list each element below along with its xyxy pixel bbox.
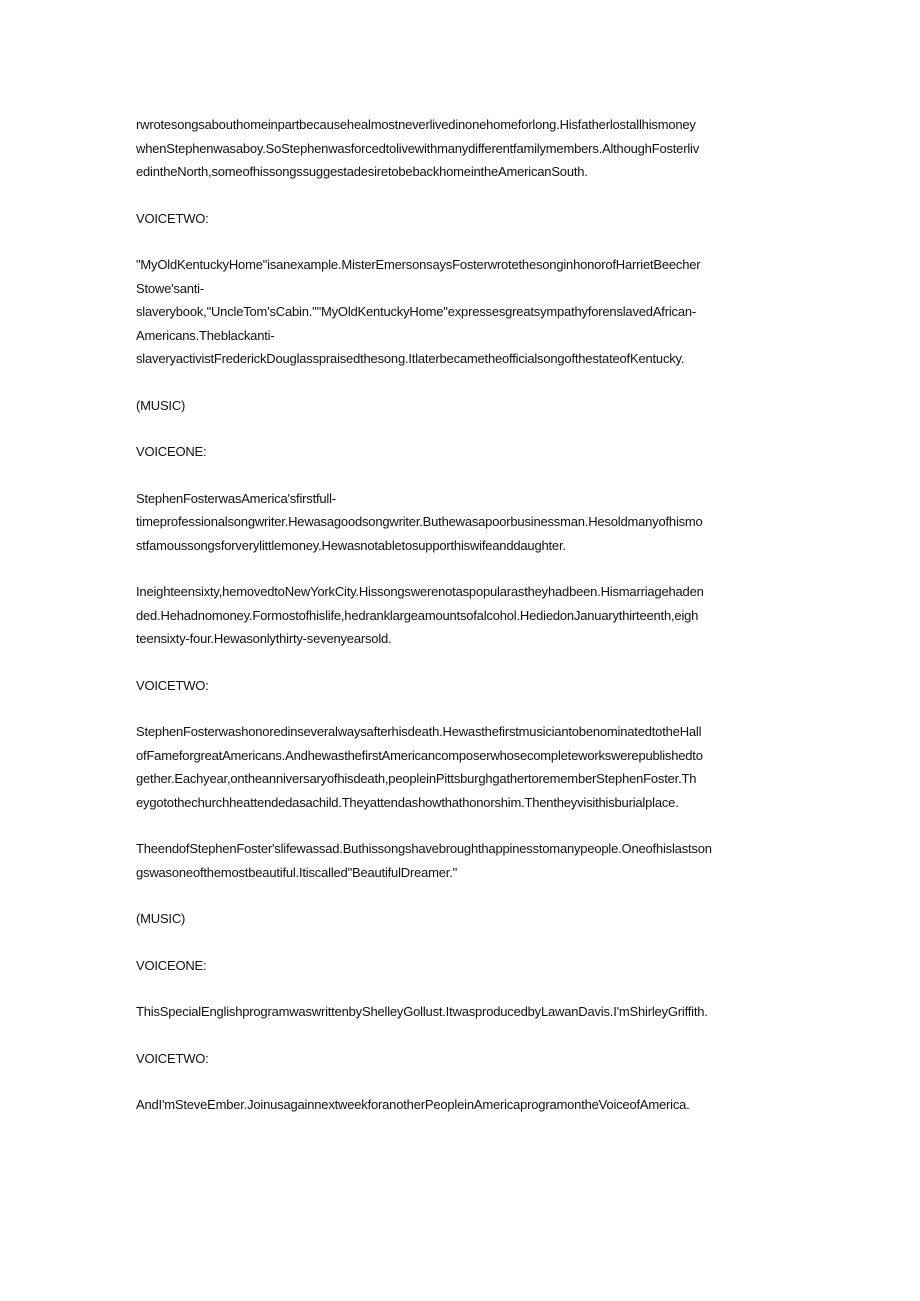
text-line: edintheNorth,someofhissongssuggestadesiretobebackhomeintheAmericanSouth.: [136, 164, 588, 179]
paragraph: [136, 580, 786, 651]
paragraph: [136, 837, 786, 884]
text-line: gswasoneofthemostbeautiful.Itiscalled"BeautifulDreamer.": [136, 864, 458, 880]
speaker-label: [136, 207, 786, 231]
text-line: StephenFosterwashonoredinseveralwaysafterhisdeath.HewasthefirstmusiciantobenominatedtotheHall: [136, 724, 702, 739]
text-line: stfamoussongsforverylittlemoney.Hewasnotabletosupporthiswifeanddaughter.: [136, 537, 566, 553]
paragraph: [136, 113, 786, 184]
text-line: ded.Hehadnomoney.Formostofhislife,hedranklargeamountsofalcohol.HediedonJanuarythirteenth,eigh: [136, 607, 699, 623]
text-line: ThisSpecialEnglishprogramwaswrittenbyShelleyGollust.ItwasproducedbyLawanDavis.I'mShirleyGriffith.: [136, 1004, 708, 1019]
speaker-label: [136, 954, 786, 978]
text-line: VOICEONE:: [136, 957, 207, 973]
text-line: (MUSIC): [136, 397, 186, 413]
paragraph: [136, 1000, 786, 1024]
text-line: "MyOldKentuckyHome"isanexample.MisterEmersonsaysFosterwrotethesonginhonorofHarrietBeecher: [136, 257, 701, 272]
paragraph: [136, 487, 786, 558]
text-line: gether.Eachyear,ontheanniversaryofhisdeath,peopleinPittsburghgathertorememberStephenFoster.Th: [136, 771, 697, 786]
speaker-label: [136, 440, 786, 464]
text-line: StephenFosterwasAmerica'sfirstfull-: [136, 490, 336, 506]
text-line: VOICETWO:: [136, 677, 209, 693]
text-line: (MUSIC): [136, 911, 186, 926]
speaker-label: [136, 394, 786, 418]
paragraph: [136, 253, 786, 371]
speaker-label: [136, 1047, 786, 1071]
text-line: Americans.Theblackanti-: [136, 327, 275, 343]
text-line: Stowe'santi-: [136, 280, 205, 296]
text-line: VOICEONE:: [136, 444, 207, 459]
paragraph: [136, 1093, 786, 1117]
text-line: rwrotesongsabouthomeinpartbecausehealmostneverlivedinonehomeforlong.Hisfatherlostallhismoney: [136, 117, 696, 132]
text-line: eygotothechurchheattendedasachild.Theyattendashowthathonorshim.Thentheyvisithisburialplace.: [136, 794, 679, 810]
text-line: timeprofessionalsongwriter.Hewasagoodsongwriter.Buthewasapoorbusinessman.Hesoldmanyofhismo: [136, 514, 703, 529]
text-line: teensixty-four.Hewasonlythirty-sevenyearsold.: [136, 631, 392, 646]
text-line: VOICETWO:: [136, 210, 209, 226]
text-line: slaveryactivistFrederickDouglasspraisedthesong.ItlaterbecametheofficialsongofthestateofKentucky.: [136, 351, 685, 366]
text-line: whenStephenwasaboy.SoStephenwasforcedtolivewithmanydifferentfamilymembers.AlthoughFosterliv: [136, 140, 700, 156]
text-line: TheendofStephenFoster'slifewassad.Buthissongshavebroughthappinesstomanypeople.Oneofhislastson: [136, 841, 712, 856]
text-line: AndI'mSteveEmber.JoinusagainnextweekforanotherPeopleinAmericaprogramontheVoiceofAmerica.: [136, 1097, 690, 1112]
speaker-label: [136, 674, 786, 698]
speaker-label: [136, 907, 786, 931]
text-line: VOICETWO:: [136, 1050, 209, 1066]
text-line: Ineighteensixty,hemovedtoNewYorkCity.Hissongswerenotaspopularastheyhadbeen.Hismarriagehaden: [136, 584, 704, 599]
document-body: [136, 113, 786, 1140]
paragraph: [136, 720, 786, 814]
text-line: ofFameforgreatAmericans.AndhewasthefirstAmericancomposerwhosecompleteworkswerepublishedto: [136, 747, 703, 763]
text-line: slaverybook,"UncleTom'sCabin.""MyOldKentuckyHome"expressesgreatsympathyforenslavedAfrican-: [136, 304, 697, 319]
